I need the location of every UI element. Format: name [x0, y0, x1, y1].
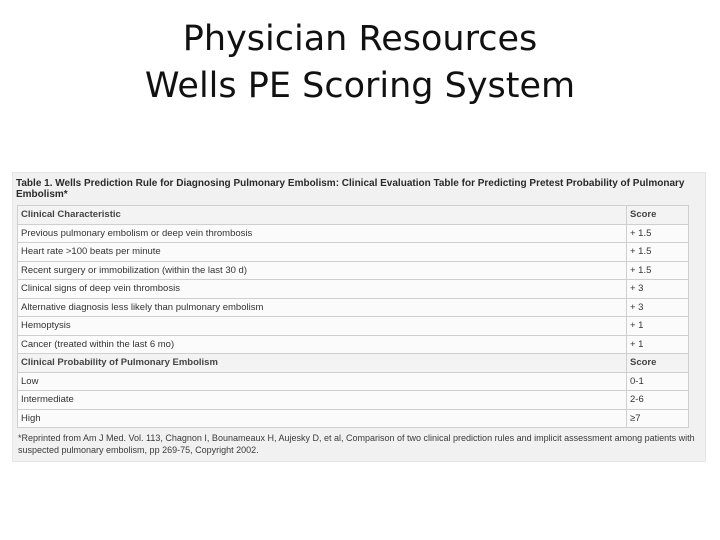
criterion-cell: Heart rate >100 beats per minute: [18, 243, 627, 262]
criterion-cell: Previous pulmonary embolism or deep vein thrombosis: [18, 224, 627, 243]
probability-cell: Low: [18, 372, 627, 391]
criterion-cell: Hemoptysis: [18, 317, 627, 336]
score-cell: + 1: [627, 335, 689, 354]
score-range-cell: 0-1: [627, 372, 689, 391]
table-row: [18, 298, 689, 317]
table-row: [18, 261, 689, 280]
score-cell: + 1.5: [627, 243, 689, 262]
score-cell: + 1.5: [627, 261, 689, 280]
table-row: [18, 409, 689, 428]
criterion-cell: Recent surgery or immobilization (within the last 30 d): [18, 261, 627, 280]
table-row: [18, 224, 689, 243]
criterion-cell: Alternative diagnosis less likely than pulmonary embolism: [18, 298, 627, 317]
score-cell: + 3: [627, 298, 689, 317]
table-header-row: [18, 206, 689, 225]
table-row: [18, 243, 689, 262]
table-row: [18, 372, 689, 391]
wells-table-figure: [12, 172, 706, 462]
title-line-2: Wells PE Scoring System: [144, 66, 576, 106]
header-cell: Score: [627, 206, 689, 225]
table-row: [18, 317, 689, 336]
probability-cell: High: [18, 409, 627, 428]
criterion-cell: Clinical signs of deep vein thrombosis: [18, 280, 627, 299]
header-cell: Clinical Probability of Pulmonary Embolism: [18, 354, 627, 373]
table-footnote: *Reprinted from Am J Med. Vol. 113, Chagnon I, Bounameaux H, Aujesky D, et al, Comparison of two clinical prediction rules and implicit assessment among patients with suspected pulmonary embolism, pp 269-75, Copyright 2002.: [18, 433, 695, 455]
slide-title: [0, 16, 720, 110]
table-caption: Table 1. Wells Prediction Rule for Diagnosing Pulmonary Embolism: Clinical Evaluation Table for Predicting Pretest Probability of Pulmonary Embolism*: [16, 178, 685, 200]
table-row: [18, 280, 689, 299]
criterion-cell: Cancer (treated within the last 6 mo): [18, 335, 627, 354]
table-row: [18, 391, 689, 410]
header-cell: Clinical Characteristic: [18, 206, 627, 225]
score-cell: + 1.5: [627, 224, 689, 243]
title-line-1: Physician Resources: [182, 19, 538, 59]
header-cell: Score: [627, 354, 689, 373]
wells-score-table: [17, 205, 689, 428]
probability-cell: Intermediate: [18, 391, 627, 410]
table-row: [18, 335, 689, 354]
score-cell: + 3: [627, 280, 689, 299]
score-range-cell: ≥7: [627, 409, 689, 428]
table-header-row: [18, 354, 689, 373]
score-cell: + 1: [627, 317, 689, 336]
score-range-cell: 2-6: [627, 391, 689, 410]
